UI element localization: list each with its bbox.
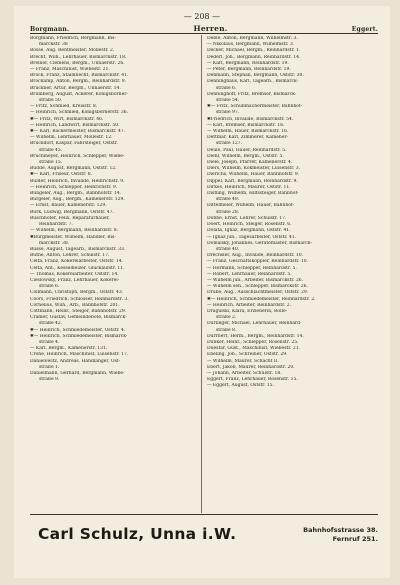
directory-entry: ✱Friedrich, Invalide, Bismarckstr. 54.: [207, 116, 294, 122]
directory-entry: Dippel, Karl, Bergmann, Reinhardstr. 9.: [207, 178, 298, 184]
directory-entry: straße 45.: [39, 147, 63, 153]
directory-entry: Bürgeler, Aug., Bergm., Kamenerstr. 129.: [30, 197, 125, 203]
directory-entry: Collmann, Christoph, Bergm., Oststr. 43.: [30, 290, 124, 296]
directory-entry: — Johann, Arbeiter, Schulstr. 18.: [207, 370, 282, 376]
directory-entry: Burk, Ludwig, Bergmann, Oststr. 47.: [30, 209, 114, 215]
directory-entry: — Karl, Bergmann, Reinhardstr. 19.: [207, 60, 289, 66]
directory-entry: Dittelmeier, Wilhelm, Hauer, Bahnhof-: [207, 203, 294, 209]
header-rule: [30, 33, 378, 34]
directory-entry: Dirkes, Heinrich, Maurer, Oststr. 11.: [207, 184, 291, 190]
directory-entry: Drube, Aug., Ausschlachtmeister, Oststr. 29.: [207, 290, 309, 296]
directory-entry: Cornelius, Wilh., Arb., Bahnhofstr. 201.: [30, 302, 120, 308]
left-column: [30, 36, 198, 514]
directory-entry: Duesfar, Gust., Maschinist, Wiebestr. 21.: [207, 346, 301, 352]
directory-entry: Cieslowsky, Franz, Lehrhauer, Kokerei-: [30, 277, 120, 283]
directory-entry: Cottmann, Heinr., Steiger, Bahnhofstr. 29.: [30, 308, 127, 314]
directory-entry: Dehmann, Stephan, Bergmann, Oststr. 30.: [207, 73, 304, 79]
directory-entry: Buthe, Anton, Lehrer, Schulstr. 17.: [30, 253, 110, 259]
directory-entry: Breiner, Clemens, Bergm., Unnaerstr. 26.: [30, 60, 125, 66]
directory-entry: Brockamp, Anton, Bergm., Reinhardstr. 9.: [30, 79, 127, 85]
column-separator: [201, 35, 202, 513]
directory-entry: — Heinrich, Schmied, Königsbornerstr. 36.: [30, 110, 129, 116]
directory-entry: straße 15.: [39, 160, 63, 166]
directory-entry: straße 2.: [216, 315, 237, 321]
directory-entry: straße 40.: [216, 246, 240, 252]
directory-entry: Diele, Joseph, Pfarrer, Kamenerstr. 4.: [207, 160, 293, 166]
directory-entry: Drechsler, Aug., Invalide, Reinhardstr. 10.: [207, 253, 304, 259]
directory-entry: — Peter, Bergmann, Reinhardstr. 19.: [207, 67, 291, 73]
directory-entry: Bülder, Heinrich, Invalide, Heinrichstr. 9.: [30, 178, 125, 184]
directory-entry: — Wilhelm jun., Arbeiter, Bismarckstr. 26.: [207, 277, 304, 283]
directory-entry: — Fritz, Schmied, Kreisstr. 8.: [30, 104, 98, 110]
directory-entry: Crone, Heinrich, Maschinist, Luisenstr. 17.: [30, 352, 129, 358]
directory-entry: Dragulski, Klara, Erzieherin, Rolle-: [207, 308, 288, 314]
directory-entry: straße 6.: [39, 284, 60, 290]
directory-entry: Disfling, Wilhelm, Hilfssteiger, Bahnhof-: [207, 191, 299, 197]
directory-entry: Denninghoff, Fritz, Bremser, Bismarck-: [207, 91, 297, 97]
directory-entry: Diehl, Wilhelm, Bergm., Oststr. 5.: [207, 153, 284, 159]
directory-entry: — Robert, Lehrhauer, Reinhardstr. 5.: [207, 271, 292, 277]
directory-entry: ✱— Heinrich, Schmiedemeister, Bismarck-: [30, 333, 128, 339]
directory-entry: — Franz, Geschäftskoppler, Reinhardstr. 10.: [207, 259, 309, 265]
directory-entry: — Eggert, August, Oststr. 15.: [207, 383, 274, 389]
directory-entry: ✱— Heinrich, Schmiedemeister, Oststr. 4.: [30, 327, 126, 333]
directory-entry: Buschhöfer, Felix, Reparaturhauer,: [30, 215, 110, 221]
ad-company-name: Carl Schulz, Unna i.W.: [38, 525, 237, 543]
directory-entry: — Heinrich, Arbeiter, Reinhardstr. 2.: [207, 302, 292, 308]
directory-entry: straße 54.: [216, 98, 240, 104]
directory-entry: straße 50.: [39, 98, 63, 104]
directory-entry: Bruchmeyer, Heinrich, Schlepper, Wiebe-: [30, 153, 125, 159]
directory-entry: straße 97.: [216, 110, 240, 116]
directory-entry: Reinhardstr. 7.: [39, 222, 73, 228]
ad-address: Bahnhofsstrasse 38.: [303, 526, 378, 534]
directory-entry: Denninghaus, Karl, Tagearb., Bismarck-: [207, 79, 299, 85]
directory-entry: marckstr. 38: [39, 42, 68, 48]
header-center: Herren.: [193, 24, 228, 33]
directory-entry: Dünker, Heinr., Schlepper, Rosenstr. 25.: [207, 339, 299, 345]
directory-entry: Ebert, Jakob, Maurer, Reinhardstr. 20.: [207, 364, 295, 370]
directory-entry: ✱— Fritz, Schuhmachermeister, Bahnhof-: [207, 104, 303, 110]
page-number: — 208 —: [183, 12, 221, 21]
directory-entry: Brückner, Artur, Bergm., Unnaerstr. 14.: [30, 85, 121, 91]
directory-entry: Dolata, Ignaz, Bergmann, Oststr. 41.: [207, 228, 291, 234]
directory-entry: straße 127.: [216, 141, 243, 147]
directory-entry: Danielmann, Gerhard, Bergmann, Wiebe-: [30, 370, 125, 376]
ad-contact: [303, 526, 378, 544]
running-header: [30, 24, 378, 33]
directory-entry: — Nikolaus, Bergmann, Wilhelmstr. 3.: [207, 42, 295, 48]
directory-entry: Celta, Franz, Kokereiarbeiter, Oststr. 14.: [30, 259, 123, 265]
directory-entry: Dürlinger, Michael, Lehrhauer, Reinhard-: [207, 321, 302, 327]
directory-entry: Eggert, Franz, Lehrhauer, Rosenstr. 15.: [207, 377, 298, 383]
advertisement: [30, 514, 378, 575]
directory-entry: Büngeler, Aug., Bergm., Bahnhofstr. 14.: [30, 191, 121, 197]
directory-entry: Brecht, Wilh., Lehrhauer, Bismarckstr. 18.: [30, 54, 127, 60]
ad-phone: Fernruf 251.: [332, 535, 378, 543]
right-column: [207, 36, 375, 514]
directory-entry: straße 1.: [39, 364, 60, 370]
directory-entry: — Franz, Maschinist, Wiebestr. 21.: [30, 67, 110, 73]
directory-entry: Brock, Franz, Stallknecht, Bismarckstr. 41.: [30, 73, 129, 79]
directory-entry: — Wilhelm sen., Schlepper, Bismarckstr. 26.: [207, 284, 308, 290]
directory-entry: straße 42.: [39, 321, 63, 327]
directory-entry: Busse, August, Tagearb., Bismarckstr. 33.: [30, 246, 126, 252]
directory-entry: — Wilhelm, Lehrhauer, Mollestr. 12.: [30, 135, 113, 141]
directory-entry: — Heinrich, Landwirt, Bismarckstr. 50.: [30, 122, 120, 128]
directory-entry: Bruckdorf, Kaspar, Fahrsteiger, Oststr.: [30, 141, 118, 147]
directory-entry: straße 6.: [216, 85, 237, 91]
directory-entry: Coors, Friedrich, Schlosser, Reinhardstr. 3.: [30, 296, 129, 302]
directory-entry: straße 8.: [216, 327, 237, 333]
directory-entry: Ebeling, Joh., Schreiner, Oststr. 29.: [207, 352, 288, 358]
directory-entry: — Ignaz jun., Tagesarbeiter, Oststr. 41.: [207, 234, 297, 240]
directory-entry: Deule, Paul, Hauer, Reinhardstr. 5.: [207, 147, 287, 153]
directory-entry: Celta, Ant., Kesselheizer, Glückaufstr. 11.: [30, 265, 125, 271]
directory-entry: Bosse, Aug. Rentmeister, Mollestr. 2.: [30, 48, 115, 54]
directory-entry: straße 49.: [216, 197, 240, 203]
header-right: Eggert.: [351, 26, 378, 33]
directory-entry: Cramer, Gustav, Gemeindebote, Bismarck-: [30, 315, 127, 321]
directory-entry: Diers, Wilhelm, Kokmeister, Luisenstr. 3.: [207, 166, 301, 172]
directory-entry: Borgmann, Friedrich, Bergmann, Bis-: [30, 36, 116, 41]
directory-entry: — Wilhelm, Maurer, Schacht II.: [207, 358, 279, 364]
directory-entry: Doert, Heinrich, Steiger, Rosenstr. 6.: [207, 222, 292, 228]
directory-entry: — Wilhelm, Bergmann, Reinhardstr. 8.: [30, 228, 119, 234]
directory-entry: — Thomas, Kokereiarbeiter, Oststr. 14.: [30, 271, 119, 277]
header-left: Borgmann.: [30, 26, 70, 33]
directory-entry: Dürrnert, Herm., Bergm., Reinhardstr. 14.: [207, 333, 304, 339]
directory-entry: Deble, Anton, Bergmann, Wilhelmstr. 3.: [207, 36, 298, 41]
directory-entry: Budde, August, Bergmann, Oststr. 12.: [30, 166, 117, 172]
directory-entry: — Karl, Bremser, Bismarckstr. 16.: [207, 122, 285, 128]
directory-entry: Danielowitz, Andreas, Handlanger, Ost-: [30, 358, 121, 364]
directory-entry: — Hermann, Schlepper, Reinhardstr. 5.: [207, 265, 297, 271]
directory-entry: Brumberg, August, Ackerer, Königsborner-: [30, 91, 128, 97]
directory-entry: ✱Burgmeister, Wilhelm, Händler, Bis-: [30, 234, 116, 240]
directory-entry: — Heinrich, Schlepper, Heinrichstr. 9.: [30, 184, 118, 190]
directory-entry: — Ernst, Bauer, Kamenerstr. 129.: [30, 203, 107, 209]
directory-entry: ✱— Karl, Bäckermeister, Bismarckstr. 47.: [30, 129, 126, 135]
directory-entry: ✱— Heinrich, Schmiedemeister, Reinhardstr. 2.: [207, 296, 316, 302]
directory-entry: Dierichs, Wilhelm, Hauer, Bahnhofstr. 9.: [207, 172, 300, 178]
directory-entry: Dettmar, Karl, Zimmerer, Kamener-: [207, 135, 289, 141]
directory-entry: straße 9.: [39, 377, 60, 383]
directory-entry: straße 28.: [216, 209, 240, 215]
directory-entry: ✱— Fritz, Wirt, Bismarckstr. 46.: [30, 116, 104, 122]
directory-entry: ✱— Karl, Friseur, Oststr. 8.: [30, 172, 93, 178]
directory-entry: straße 4.: [39, 339, 60, 345]
directory-entry: Dobbe, Ernst, Lehrer, Schulstr. 17.: [207, 215, 287, 221]
directory-entry: — Karl, Bergm., Kamenerstr. 131.: [30, 346, 108, 352]
directory-entry: Domalsky, Johannes, Gerätemaster, Bismarck-: [207, 240, 312, 246]
directory-entry: Decker, Michael, Bergm., Reinhardstr. 1.: [207, 48, 301, 54]
directory-entry: marckstr. 38.: [39, 240, 70, 246]
directory-entry: Dederl, Joh., Bergmann, Reinhardstr. 14.: [207, 54, 301, 60]
directory-page: [14, 6, 390, 578]
directory-entry: — Wilhelm, Hauer, Bismarckstr. 16.: [207, 129, 289, 135]
